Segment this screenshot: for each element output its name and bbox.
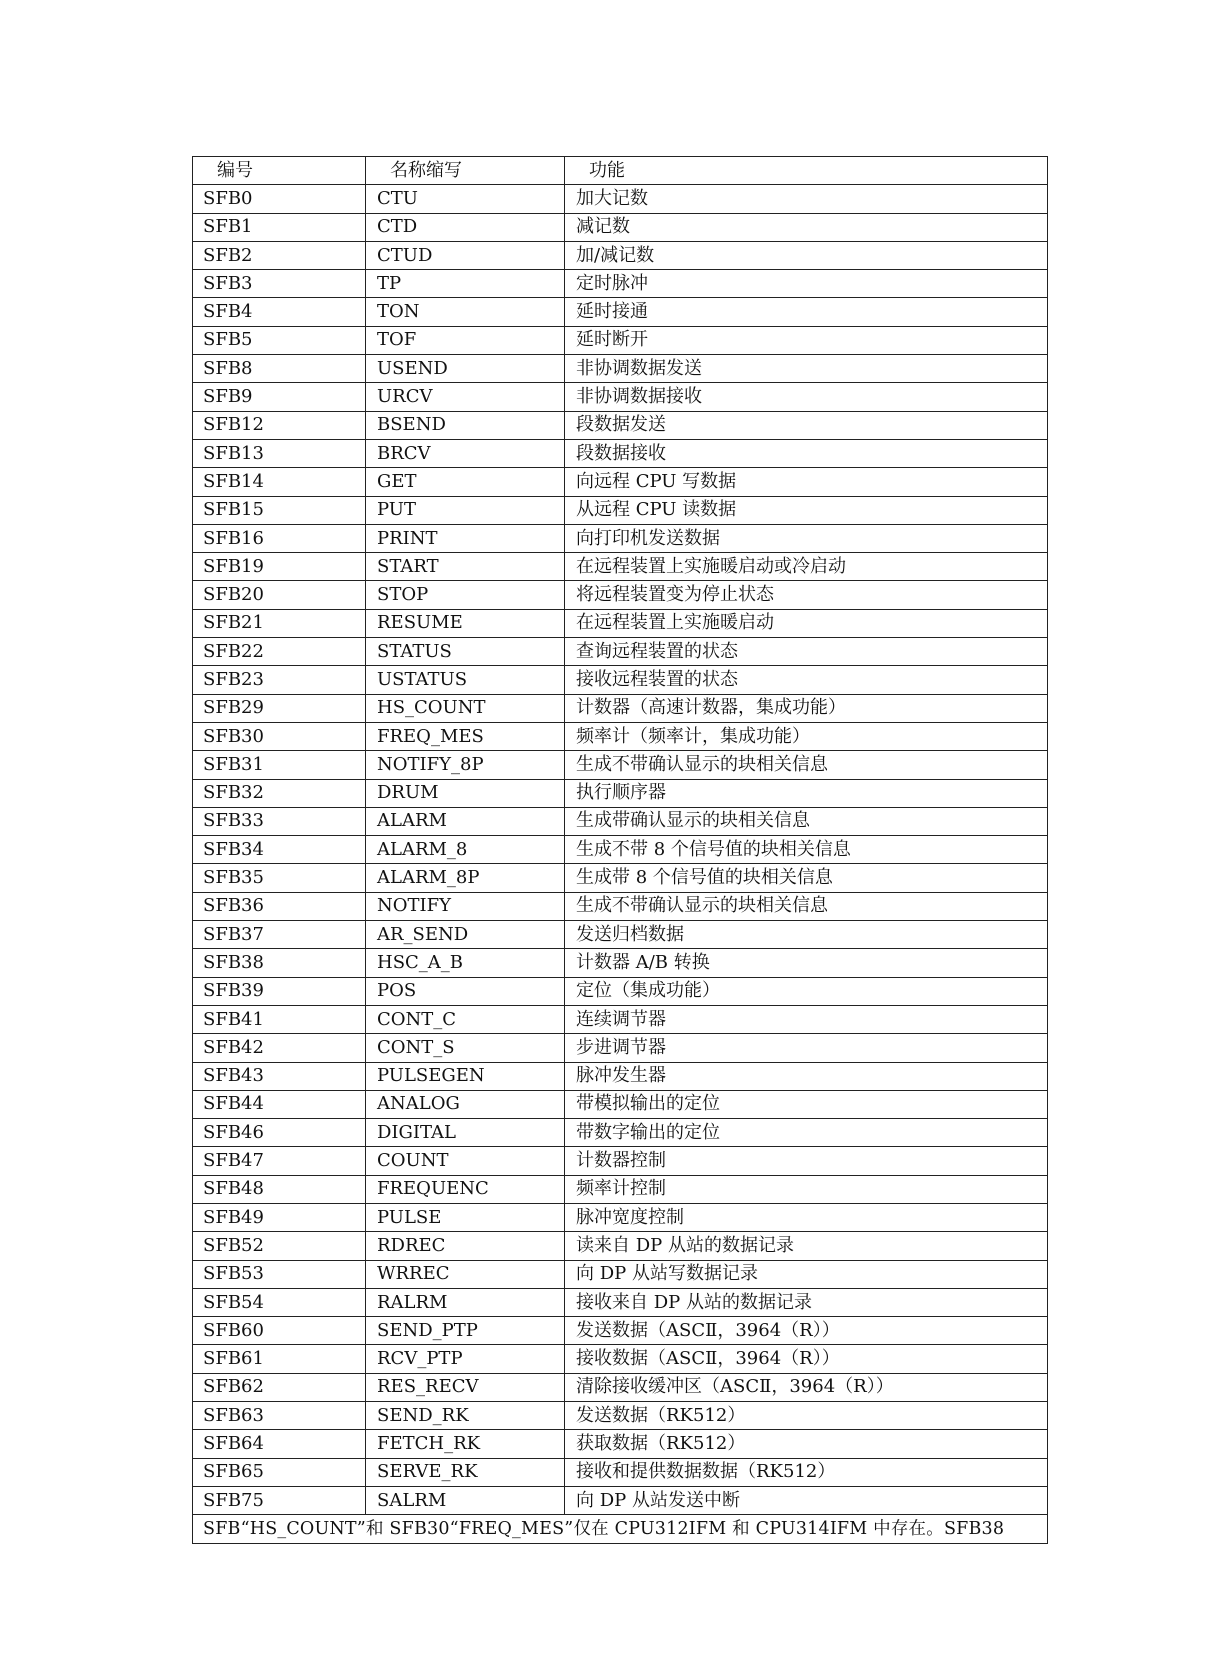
cell-function: 段数据接收 [565, 439, 1048, 467]
table-row [193, 326, 1048, 354]
table-row [193, 1232, 1048, 1260]
cell-abbreviation: URCV [366, 383, 565, 411]
cell-abbreviation: SEND_RK [366, 1402, 565, 1430]
cell-function: 计数器 A/B 转换 [565, 949, 1048, 977]
header-abbreviation: 名称缩写 [366, 157, 565, 185]
cell-abbreviation: SERVE_RK [366, 1458, 565, 1486]
table-row [193, 524, 1048, 552]
cell-abbreviation: NOTIFY_8P [366, 751, 565, 779]
cell-abbreviation: START [366, 553, 565, 581]
cell-function: 定时脉冲 [565, 270, 1048, 298]
cell-function: 连续调节器 [565, 1005, 1048, 1033]
cell-function: 从远程 CPU 读数据 [565, 496, 1048, 524]
cell-number: SFB63 [193, 1402, 366, 1430]
table-footnote: SFB“HS_COUNT”和 SFB30“FREQ_MES”仅在 CPU312IFM 和 CPU314IFM 中存在。SFB38 [193, 1515, 1048, 1543]
cell-function: 向 DP 从站写数据记录 [565, 1260, 1048, 1288]
cell-function: 发送数据（ASCⅡ，3964（R）） [565, 1317, 1048, 1345]
cell-abbreviation: BSEND [366, 411, 565, 439]
cell-function: 向打印机发送数据 [565, 524, 1048, 552]
cell-number: SFB13 [193, 439, 366, 467]
cell-number: SFB31 [193, 751, 366, 779]
cell-function: 生成不带 8 个信号值的块相关信息 [565, 836, 1048, 864]
cell-abbreviation: CTUD [366, 241, 565, 269]
cell-number: SFB44 [193, 1090, 366, 1118]
table-row [193, 1119, 1048, 1147]
cell-function: 加/减记数 [565, 241, 1048, 269]
table-row [193, 807, 1048, 835]
table-row [193, 949, 1048, 977]
cell-number: SFB42 [193, 1034, 366, 1062]
cell-function: 接收和提供数据数据（RK512） [565, 1458, 1048, 1486]
cell-abbreviation: PULSE [366, 1203, 565, 1231]
cell-abbreviation: CONT_S [366, 1034, 565, 1062]
table-row [193, 213, 1048, 241]
table-row [193, 1090, 1048, 1118]
cell-number: SFB75 [193, 1486, 366, 1514]
cell-number: SFB1 [193, 213, 366, 241]
cell-function: 加大记数 [565, 185, 1048, 213]
cell-function: 将远程装置变为停止状态 [565, 581, 1048, 609]
cell-number: SFB15 [193, 496, 366, 524]
cell-function: 读来自 DP 从站的数据记录 [565, 1232, 1048, 1260]
cell-number: SFB47 [193, 1147, 366, 1175]
table-row [193, 468, 1048, 496]
cell-number: SFB41 [193, 1005, 366, 1033]
cell-abbreviation: USTATUS [366, 666, 565, 694]
cell-abbreviation: ANALOG [366, 1090, 565, 1118]
cell-function: 执行顺序器 [565, 779, 1048, 807]
cell-function: 频率计（频率计，集成功能） [565, 722, 1048, 750]
cell-number: SFB16 [193, 524, 366, 552]
table-row [193, 638, 1048, 666]
cell-number: SFB2 [193, 241, 366, 269]
table-row [193, 1034, 1048, 1062]
table-row [193, 1345, 1048, 1373]
table-row [193, 609, 1048, 637]
cell-number: SFB35 [193, 864, 366, 892]
table-row [193, 1430, 1048, 1458]
cell-abbreviation: SEND_PTP [366, 1317, 565, 1345]
table-row [193, 185, 1048, 213]
cell-abbreviation: TON [366, 298, 565, 326]
cell-number: SFB29 [193, 694, 366, 722]
cell-abbreviation: FREQUENC [366, 1175, 565, 1203]
cell-number: SFB14 [193, 468, 366, 496]
cell-number: SFB5 [193, 326, 366, 354]
table-row [193, 1147, 1048, 1175]
cell-function: 接收远程装置的状态 [565, 666, 1048, 694]
cell-number: SFB20 [193, 581, 366, 609]
cell-number: SFB49 [193, 1203, 366, 1231]
cell-number: SFB37 [193, 921, 366, 949]
cell-abbreviation: TP [366, 270, 565, 298]
cell-abbreviation: HS_COUNT [366, 694, 565, 722]
cell-abbreviation: BRCV [366, 439, 565, 467]
cell-function: 发送数据（RK512） [565, 1402, 1048, 1430]
table-row [193, 581, 1048, 609]
table-row [193, 1260, 1048, 1288]
cell-number: SFB32 [193, 779, 366, 807]
cell-abbreviation: STOP [366, 581, 565, 609]
cell-number: SFB65 [193, 1458, 366, 1486]
table-row [193, 779, 1048, 807]
cell-number: SFB53 [193, 1260, 366, 1288]
cell-number: SFB43 [193, 1062, 366, 1090]
table-row [193, 270, 1048, 298]
cell-function: 生成带 8 个信号值的块相关信息 [565, 864, 1048, 892]
cell-number: SFB33 [193, 807, 366, 835]
cell-abbreviation: NOTIFY [366, 892, 565, 920]
cell-abbreviation: HSC_A_B [366, 949, 565, 977]
table-row [193, 1175, 1048, 1203]
cell-function: 在远程装置上实施暖启动或冷启动 [565, 553, 1048, 581]
cell-abbreviation: RES_RECV [366, 1373, 565, 1401]
cell-abbreviation: ALARM_8 [366, 836, 565, 864]
table-row [193, 439, 1048, 467]
table-row [193, 1373, 1048, 1401]
cell-number: SFB12 [193, 411, 366, 439]
cell-abbreviation: SALRM [366, 1486, 565, 1514]
cell-number: SFB64 [193, 1430, 366, 1458]
table-row [193, 1402, 1048, 1430]
cell-number: SFB60 [193, 1317, 366, 1345]
cell-number: SFB61 [193, 1345, 366, 1373]
cell-abbreviation: CONT_C [366, 1005, 565, 1033]
cell-abbreviation: RALRM [366, 1288, 565, 1316]
cell-abbreviation: DIGITAL [366, 1119, 565, 1147]
cell-abbreviation: USEND [366, 355, 565, 383]
cell-function: 脉冲宽度控制 [565, 1203, 1048, 1231]
cell-function: 延时接通 [565, 298, 1048, 326]
cell-number: SFB34 [193, 836, 366, 864]
table-row [193, 921, 1048, 949]
cell-number: SFB0 [193, 185, 366, 213]
cell-abbreviation: CTU [366, 185, 565, 213]
table-row [193, 864, 1048, 892]
cell-function: 接收来自 DP 从站的数据记录 [565, 1288, 1048, 1316]
cell-number: SFB22 [193, 638, 366, 666]
cell-abbreviation: PULSEGEN [366, 1062, 565, 1090]
table-row [193, 355, 1048, 383]
cell-abbreviation: RCV_PTP [366, 1345, 565, 1373]
cell-abbreviation: RDREC [366, 1232, 565, 1260]
cell-function: 生成不带确认显示的块相关信息 [565, 892, 1048, 920]
table-row [193, 1005, 1048, 1033]
cell-number: SFB54 [193, 1288, 366, 1316]
cell-function: 生成不带确认显示的块相关信息 [565, 751, 1048, 779]
header-number: 编号 [193, 157, 366, 185]
cell-function: 在远程装置上实施暖启动 [565, 609, 1048, 637]
table-row [193, 496, 1048, 524]
cell-function: 非协调数据发送 [565, 355, 1048, 383]
cell-abbreviation: FREQ_MES [366, 722, 565, 750]
cell-function: 发送归档数据 [565, 921, 1048, 949]
table-row [193, 722, 1048, 750]
cell-function: 步进调节器 [565, 1034, 1048, 1062]
cell-function: 计数器（高速计数器，集成功能） [565, 694, 1048, 722]
sfb-table [192, 156, 1048, 1544]
table-row [193, 411, 1048, 439]
header-function: 功能 [565, 157, 1048, 185]
table-row [193, 1288, 1048, 1316]
cell-function: 向远程 CPU 写数据 [565, 468, 1048, 496]
sfb-table-sheet [192, 156, 1047, 1544]
cell-function: 带数字输出的定位 [565, 1119, 1048, 1147]
table-row [193, 666, 1048, 694]
cell-number: SFB39 [193, 977, 366, 1005]
cell-abbreviation: STATUS [366, 638, 565, 666]
table-row [193, 892, 1048, 920]
table-row [193, 553, 1048, 581]
cell-number: SFB3 [193, 270, 366, 298]
table-row [193, 383, 1048, 411]
table-row [193, 751, 1048, 779]
footnote-row [193, 1515, 1048, 1543]
cell-number: SFB9 [193, 383, 366, 411]
table-header-row [193, 157, 1048, 185]
cell-number: SFB30 [193, 722, 366, 750]
cell-abbreviation: PRINT [366, 524, 565, 552]
table-row [193, 1458, 1048, 1486]
cell-number: SFB48 [193, 1175, 366, 1203]
cell-function: 非协调数据接收 [565, 383, 1048, 411]
cell-abbreviation: DRUM [366, 779, 565, 807]
cell-function: 延时断开 [565, 326, 1048, 354]
table-row [193, 836, 1048, 864]
cell-number: SFB4 [193, 298, 366, 326]
cell-number: SFB21 [193, 609, 366, 637]
cell-number: SFB8 [193, 355, 366, 383]
cell-function: 脉冲发生器 [565, 1062, 1048, 1090]
cell-abbreviation: FETCH_RK [366, 1430, 565, 1458]
cell-number: SFB62 [193, 1373, 366, 1401]
cell-number: SFB36 [193, 892, 366, 920]
table-row [193, 1062, 1048, 1090]
cell-function: 清除接收缓冲区（ASCⅡ，3964（R）） [565, 1373, 1048, 1401]
cell-abbreviation: ALARM [366, 807, 565, 835]
cell-number: SFB23 [193, 666, 366, 694]
cell-abbreviation: COUNT [366, 1147, 565, 1175]
table-row [193, 241, 1048, 269]
cell-abbreviation: RESUME [366, 609, 565, 637]
cell-abbreviation: PUT [366, 496, 565, 524]
cell-function: 段数据发送 [565, 411, 1048, 439]
cell-function: 频率计控制 [565, 1175, 1048, 1203]
cell-function: 获取数据（RK512） [565, 1430, 1048, 1458]
cell-abbreviation: AR_SEND [366, 921, 565, 949]
cell-function: 向 DP 从站发送中断 [565, 1486, 1048, 1514]
cell-abbreviation: CTD [366, 213, 565, 241]
cell-function: 生成带确认显示的块相关信息 [565, 807, 1048, 835]
table-row [193, 694, 1048, 722]
cell-function: 计数器控制 [565, 1147, 1048, 1175]
cell-function: 定位（集成功能） [565, 977, 1048, 1005]
table-row [193, 298, 1048, 326]
cell-abbreviation: GET [366, 468, 565, 496]
cell-number: SFB52 [193, 1232, 366, 1260]
cell-number: SFB46 [193, 1119, 366, 1147]
cell-abbreviation: WRREC [366, 1260, 565, 1288]
table-row [193, 1486, 1048, 1514]
table-row [193, 1203, 1048, 1231]
table-row [193, 1317, 1048, 1345]
cell-number: SFB19 [193, 553, 366, 581]
cell-number: SFB38 [193, 949, 366, 977]
cell-function: 查询远程装置的状态 [565, 638, 1048, 666]
cell-abbreviation: POS [366, 977, 565, 1005]
cell-abbreviation: ALARM_8P [366, 864, 565, 892]
cell-function: 减记数 [565, 213, 1048, 241]
table-row [193, 977, 1048, 1005]
cell-function: 带模拟输出的定位 [565, 1090, 1048, 1118]
cell-abbreviation: TOF [366, 326, 565, 354]
cell-function: 接收数据（ASCⅡ，3964（R）） [565, 1345, 1048, 1373]
